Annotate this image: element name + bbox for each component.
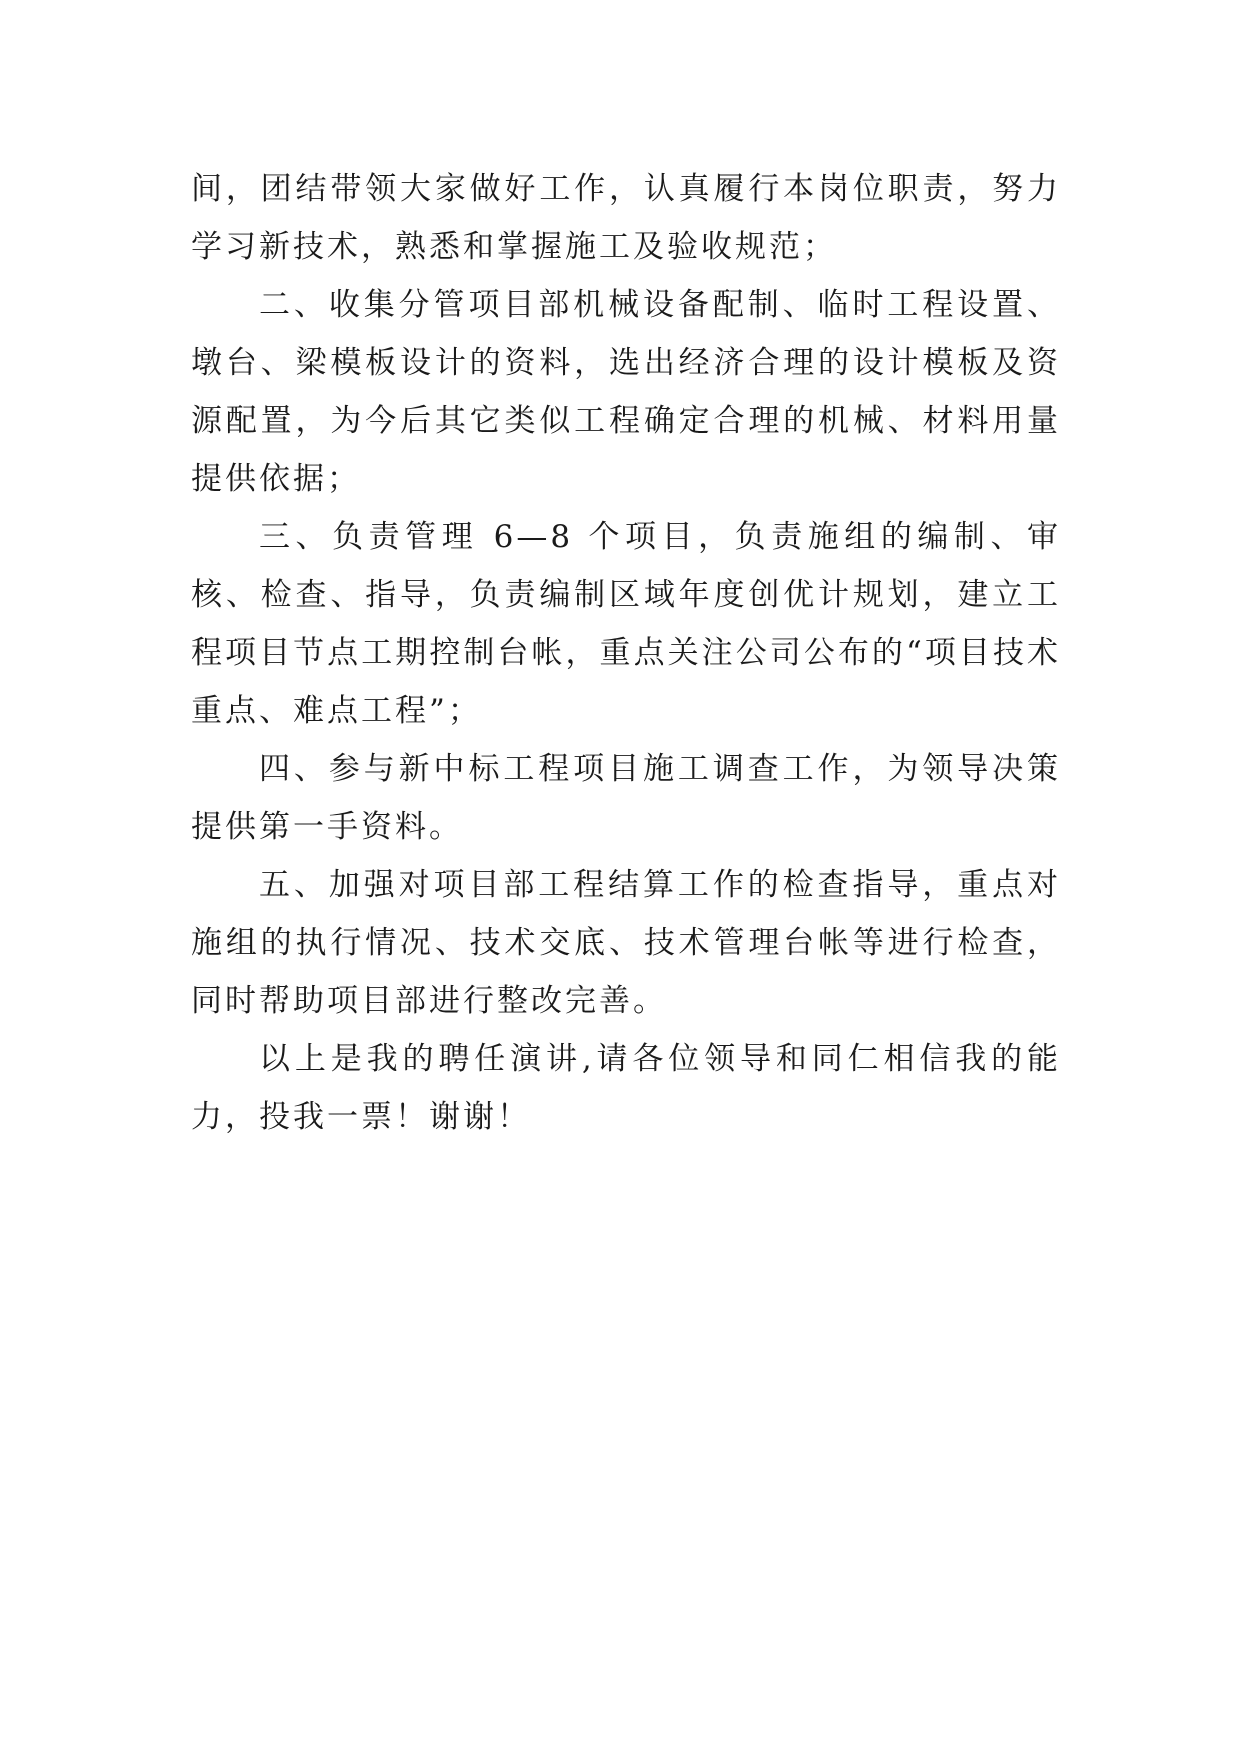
document-body: [191, 160, 1061, 1146]
paragraph-item-4: 四、参与新中标工程项目施工调查工作，为领导决策提供第一手资料。: [191, 751, 1061, 845]
paragraph-closing: 以上是我的聘任演讲,请各位领导和同仁相信我的能力，投我一票！谢谢！: [191, 1041, 1061, 1135]
paragraph-continuation: 间，团结带领大家做好工作，认真履行本岗位职责，努力学习新技术，熟悉和掌握施工及验收规范；: [191, 171, 1061, 265]
paragraph-item-2: 二、收集分管项目部机械设备配制、临时工程设置、墩台、梁模板设计的资料，选出经济合理的设计模板及资源配置，为今后其它类似工程确定合理的机械、材料用量提供依据；: [191, 287, 1061, 497]
paragraph-item-5: 五、加强对项目部工程结算工作的检查指导，重点对施组的执行情况、技术交底、技术管理台帐等进行检查，同时帮助项目部进行整改完善。: [191, 867, 1061, 1019]
paragraph-item-3: 三、负责管理 6—8 个项目，负责施组的编制、审核、检查、指导，负责编制区域年度创优计规划，建立工程项目节点工期控制台帐，重点关注公司公布的“项目技术重点、难点工程”；: [191, 519, 1061, 729]
